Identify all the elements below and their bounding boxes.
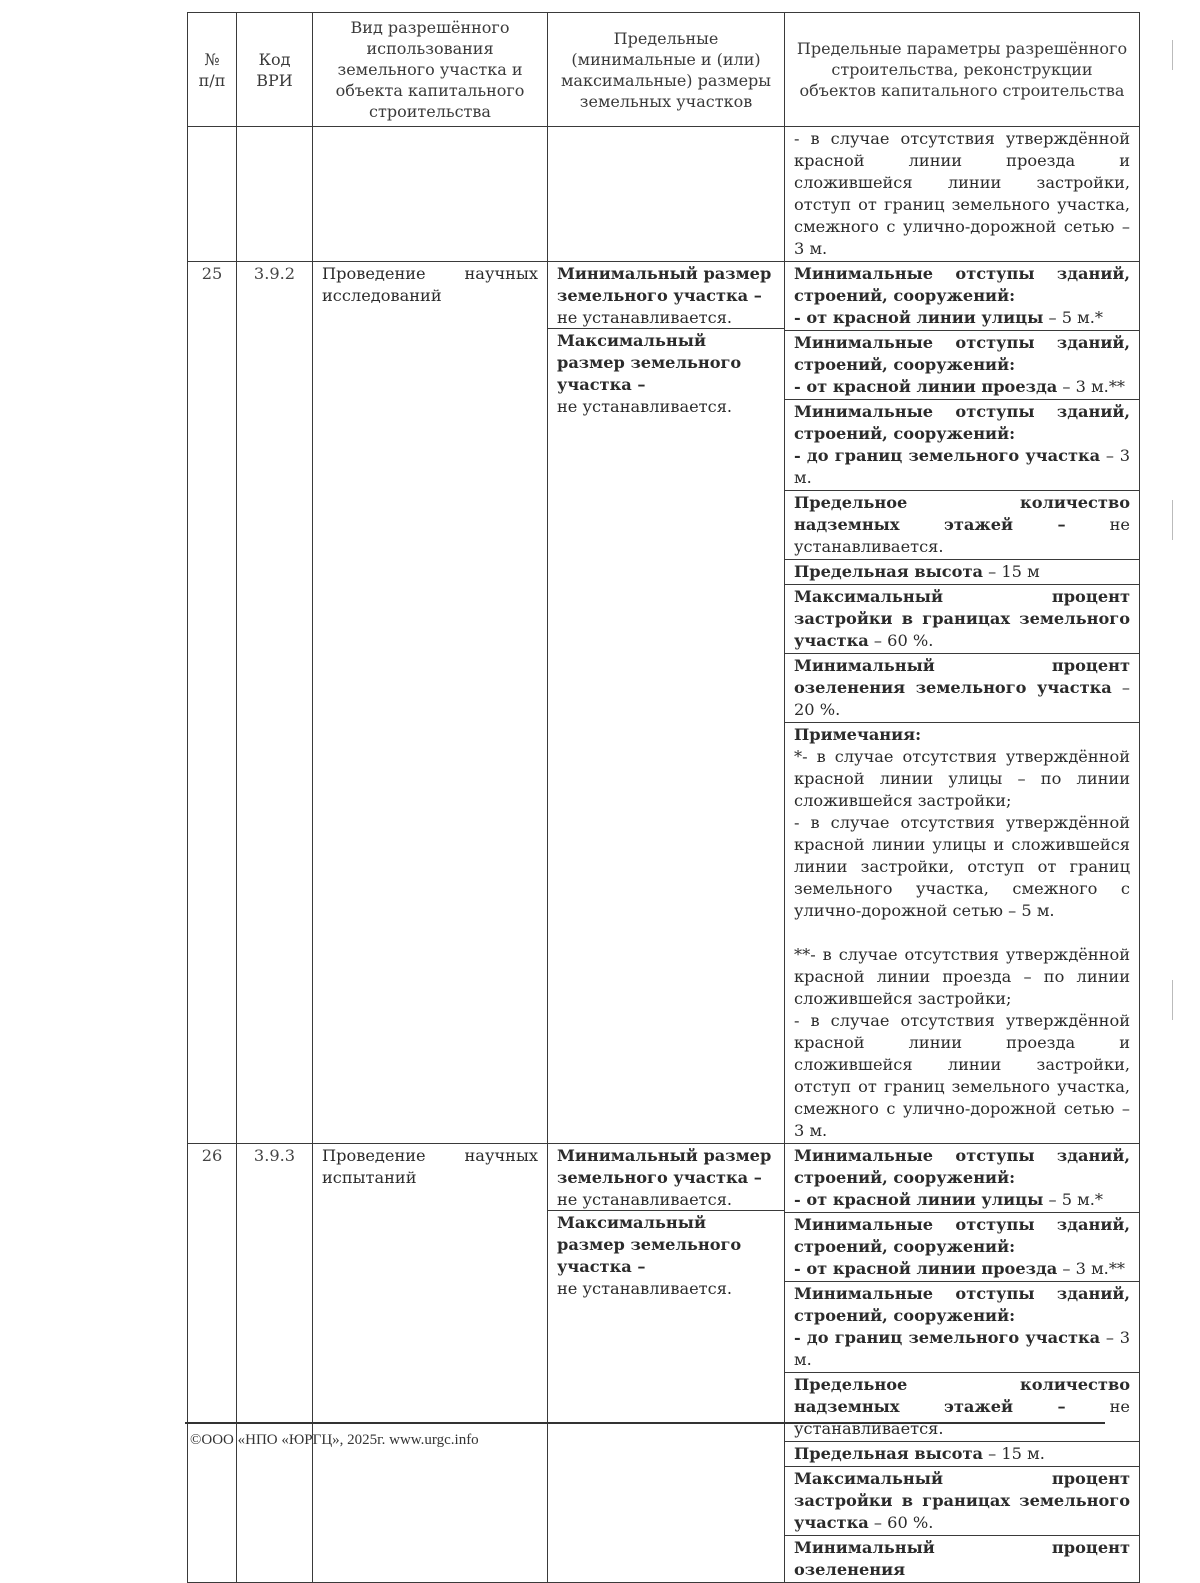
param-building-percent: Максимальный процент застройки в границах земельного участка – 60 %. (785, 584, 1139, 653)
row-use-line1: Проведение научных (322, 1146, 538, 1165)
min-size-block (548, 262, 784, 328)
row-number: 26 (188, 1144, 237, 1583)
scan-edge-mark (1172, 40, 1173, 70)
table-row (188, 1144, 1140, 1583)
header-code: Код ВРИ (237, 13, 313, 127)
row-code: 3.9.3 (237, 1144, 313, 1583)
header-num: № п/п (188, 13, 237, 127)
row-use (313, 1144, 548, 1583)
row-sizes (548, 262, 785, 1144)
note-item: *- в случае отсутствия утверждённой красной линии улицы – по линии сложившейся застройки; (794, 747, 1130, 810)
row-code: 3.9.2 (237, 262, 313, 1144)
header-params: Предельные параметры разрешённого строительства, реконструкции объектов капитального строительства (785, 13, 1140, 127)
param-setback-street: Минимальные отступы зданий, строений, сооружений: - от красной линии улицы – 5 м.* (794, 264, 1130, 327)
row-params (785, 1144, 1140, 1583)
param-setback-street: Минимальные отступы зданий, строений, сооружений: - от красной линии улицы – 5 м.* (794, 1146, 1130, 1209)
row-sizes (548, 1144, 785, 1583)
param-height: Предельная высота – 15 м. (785, 1441, 1139, 1466)
param-building-percent: Максимальный процент застройки в границах земельного участка – 60 %. (785, 1466, 1139, 1535)
max-size-block (548, 328, 784, 419)
table-header-row (188, 13, 1140, 127)
param-floors: Предельное количество надземных этажей – не устанавливается. (785, 1372, 1139, 1441)
note-item: **- в случае отсутствия утверждённой красной линии проезда – по линии сложившейся застройки; (794, 945, 1130, 1008)
min-size-value: не устанавливается. (557, 308, 733, 327)
scan-edge-mark (1172, 500, 1173, 540)
row-use-line2: исследований (322, 286, 442, 305)
max-size-label: Максимальный размер земельного участка – (557, 331, 742, 394)
scan-edge-mark (1172, 980, 1173, 1020)
param-setback-boundary: Минимальные отступы зданий, строений, сооружений: - до границ земельного участка – 3 м. (785, 399, 1139, 490)
note-item: - в случае отсутствия утверждённой красной линии улицы и сложившейся линии застройки, отступ от границ земельного участка, смежного с улично-дорожной сетью – 5 м. (794, 813, 1130, 920)
row-use-line2: испытаний (322, 1168, 417, 1187)
footer-copyright: ©ООО «НПО «ЮРГЦ», 2025г. www.urgc.info (190, 1432, 479, 1448)
header-sizes: Предельные (минимальные и (или) максимальные) размеры земельных участков (548, 13, 785, 127)
note-item: - в случае отсутствия утверждённой красной линии проезда и сложившейся линии застройки, отступ от границ земельного участка, смежного с улично-дорожной сетью – 3 м. (794, 1011, 1130, 1140)
regulations-table (187, 12, 1140, 1583)
param-greenery-percent: Минимальный процент озеленения земельного участка – 20 %. (785, 653, 1139, 722)
param-setback-driveway: Минимальные отступы зданий, строений, сооружений: - от красной линии проезда – 3 м.** (785, 1212, 1139, 1281)
param-setback-driveway: Минимальные отступы зданий, строений, сооружений: - от красной линии проезда – 3 м.** (785, 330, 1139, 399)
min-size-label: Минимальный размер земельного участка – (557, 264, 772, 305)
continuation-text: - в случае отсутствия утверждённой красной линии проезда и сложившейся линии застройки, отступ от границ земельного участка, смежного с улично-дорожной сетью – 3 м. (785, 127, 1140, 262)
table-row (188, 262, 1140, 1144)
row-number: 25 (188, 262, 237, 1144)
notes-block (785, 722, 1139, 1143)
min-size-block: Минимальный размер земельного участка – не устанавливается. (557, 1146, 772, 1209)
param-greenery-percent: Минимальный процент озеленения (785, 1535, 1139, 1582)
table-row (188, 127, 1140, 262)
param-height: Предельная высота – 15 м (785, 559, 1139, 584)
max-size-block: Максимальный размер земельного участка – не устанавливается. (548, 1210, 784, 1301)
row-use (313, 262, 548, 1144)
param-floors: Предельное количество надземных этажей – не устанавливается. (785, 490, 1139, 559)
header-use: Вид разрешённого использования земельного участка и объекта капитального строительства (313, 13, 548, 127)
max-size-value: не устанавливается. (557, 397, 733, 416)
row-params (785, 262, 1140, 1144)
footer-divider (185, 1422, 1105, 1424)
row-use-line1: Проведение научных (322, 264, 538, 283)
notes-title: Примечания: (794, 725, 922, 744)
param-setback-boundary: Минимальные отступы зданий, строений, сооружений: - до границ земельного участка – 3 м. (785, 1281, 1139, 1372)
